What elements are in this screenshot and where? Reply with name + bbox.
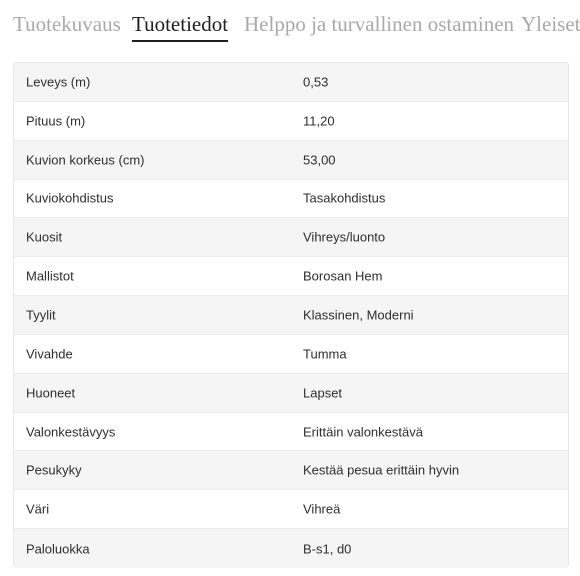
spec-label: Kuviokohdistus (26, 190, 114, 206)
tab-yleiset[interactable]: Yleiset (521, 12, 580, 36)
spec-label: Paloluokka (26, 541, 90, 557)
spec-label: Väri (26, 501, 50, 517)
spec-value: Klassinen, Moderni (303, 307, 414, 323)
tab-helppo-ja-turvallinen-ostaminen[interactable]: Helppo ja turvallinen ostaminen (244, 12, 515, 36)
spec-label: Tyylit (26, 307, 56, 323)
spec-row-pesukyky (14, 451, 568, 490)
spec-value: 11,20 (303, 113, 335, 129)
spec-row-mallistot (14, 257, 568, 296)
spec-value: Erittäin valonkestävä (303, 424, 423, 440)
spec-label: Kuvion korkeus (cm) (26, 152, 145, 168)
spec-row-vivahde (14, 335, 568, 374)
spec-label: Kuosit (26, 229, 63, 245)
spec-label: Pituus (m) (26, 113, 86, 129)
spec-label: Vivahde (26, 346, 73, 362)
spec-row-tyylit (14, 296, 568, 335)
product-specs-table (13, 62, 569, 567)
spec-value: B-s1, d0 (303, 541, 352, 557)
spec-row-huoneet (14, 374, 568, 413)
spec-row-kuvion-korkeus (14, 141, 568, 180)
spec-value: Vihreys/luonto (303, 229, 386, 245)
spec-value: Tumma (303, 346, 347, 362)
spec-label: Mallistot (26, 268, 74, 284)
spec-row-leveys (14, 63, 568, 102)
spec-value: Kestää pesua erittäin hyvin (303, 462, 460, 478)
spec-row-valonkestavyys (14, 413, 568, 452)
tab-tuotekuvaus[interactable]: Tuotekuvaus (13, 12, 121, 36)
spec-value: 0,53 (303, 74, 329, 90)
spec-value: Borosan Hem (303, 268, 383, 284)
spec-label: Leveys (m) (26, 74, 91, 90)
spec-row-paloluokka (14, 529, 568, 568)
spec-row-pituus (14, 102, 568, 141)
tab-tuotetiedot[interactable]: Tuotetiedot (132, 12, 229, 36)
spec-label: Huoneet (26, 385, 76, 401)
spec-row-kuosit (14, 218, 568, 257)
spec-label: Pesukyky (26, 462, 82, 478)
product-tabs (0, 0, 580, 50)
spec-row-kuviokohdistus (14, 180, 568, 219)
spec-label: Valonkestävyys (26, 424, 116, 440)
spec-value: Lapset (303, 385, 343, 401)
spec-value: 53,00 (303, 152, 336, 168)
spec-value: Vihreä (303, 501, 341, 517)
spec-row-vari (14, 490, 568, 529)
spec-value: Tasakohdistus (303, 190, 386, 206)
